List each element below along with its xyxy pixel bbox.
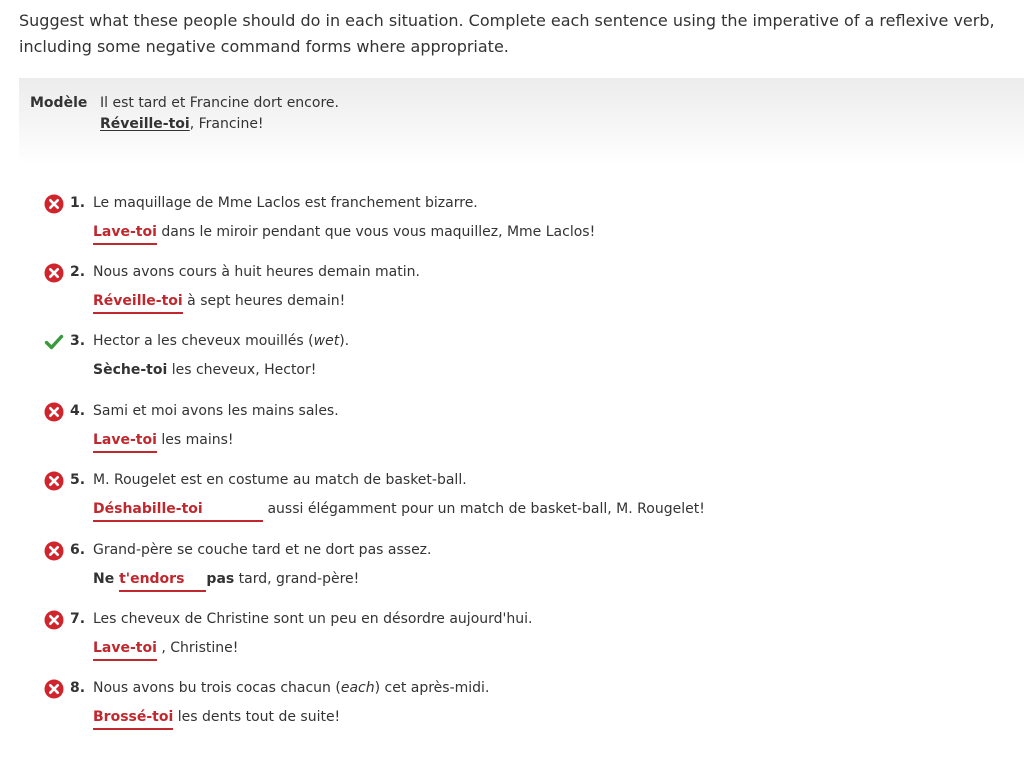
model-sentence: Il est tard et Francine dort encore. [100,95,339,111]
item-prompt: Grand-père se couche tard et ne dort pas assez. [93,542,432,558]
item-number: 4. [70,403,86,419]
answer-continuation: aussi élégamment pour un match de basket-ball, M. Rougelet! [263,501,705,517]
model-answer-line [100,116,264,132]
answer-continuation: les cheveux, Hector! [167,362,317,378]
model-answer: Réveille-toi [100,116,190,132]
incorrect-icon [44,610,64,630]
exercise-item-5 [44,471,1004,531]
item-prompt: Sami et moi avons les mains sales. [93,403,339,419]
item-prompt: M. Rougelet est en costume au match de basket-ball. [93,472,467,488]
item-prompt: Nous avons bu trois cocas chacun (each) cet après-midi. [93,680,490,696]
incorrect-icon [44,679,64,699]
item-number: 6. [70,542,86,558]
answer-field[interactable]: Brossé-toi [93,709,173,730]
item-number: 1. [70,195,86,211]
answer-field[interactable]: t'endors [119,571,206,592]
item-prompt: Hector a les cheveux mouillés (wet). [93,333,350,349]
answer-field[interactable]: Lave-toi [93,640,157,661]
model-label: Modèle [30,95,88,111]
answer-continuation: les mains! [156,432,234,448]
incorrect-icon [44,194,64,214]
item-prompt: Le maquillage de Mme Laclos est franchement bizarre. [93,195,478,211]
exercise-item-6 [44,541,1004,601]
answer-middle: pas [206,571,235,587]
instructions-text: Suggest what these people should do in each situation. Complete each sentence using the imperative of a reflexive verb, including some negative command forms where appropriate. [19,11,995,56]
answer-line [93,640,238,661]
incorrect-icon [44,541,64,561]
item-prompt: Les cheveux de Christine sont un peu en désordre aujourd'hui. [93,611,533,627]
exercise-item-7 [44,610,1004,670]
item-number: 5. [70,472,86,488]
answer-line [93,224,595,245]
answer-line [93,293,345,314]
answer-continuation: à sept heures demain! [182,293,346,309]
answer-continuation: tard, grand-père! [234,571,360,587]
incorrect-icon [44,263,64,283]
exercise-item-1 [44,194,1004,254]
item-number: 7. [70,611,86,627]
incorrect-icon [44,402,64,422]
answer-field[interactable]: Déshabille-toi [93,501,263,522]
item-prompt: Nous avons cours à huit heures demain matin. [93,264,420,280]
model-answer-rest: , Francine! [189,116,264,132]
answer-line [93,571,359,592]
answer-field[interactable]: Lave-toi [93,224,157,245]
answer-line [93,362,316,378]
answer-field[interactable]: Lave-toi [93,432,157,453]
item-number: 8. [70,680,86,696]
answer-line [93,501,705,522]
answer-field[interactable]: Sèche-toi [93,362,168,378]
item-number: 2. [70,264,86,280]
answer-line [93,432,234,453]
exercise-item-3 [44,332,1004,392]
answer-prefix: Ne [93,571,120,587]
answer-continuation: , Christine! [156,640,239,656]
incorrect-icon [44,471,64,491]
exercise-item-4 [44,402,1004,462]
answer-field[interactable]: Réveille-toi [93,293,183,314]
item-number: 3. [70,333,86,349]
answer-line [93,709,340,730]
answer-continuation: les dents tout de suite! [173,709,341,725]
exercise-item-2 [44,263,1004,323]
exercise-item-8 [44,679,1004,739]
checkmark-icon [44,332,64,352]
model-example [19,78,1024,164]
answer-continuation: dans le miroir pendant que vous vous maquillez, Mme Laclos! [156,224,596,240]
